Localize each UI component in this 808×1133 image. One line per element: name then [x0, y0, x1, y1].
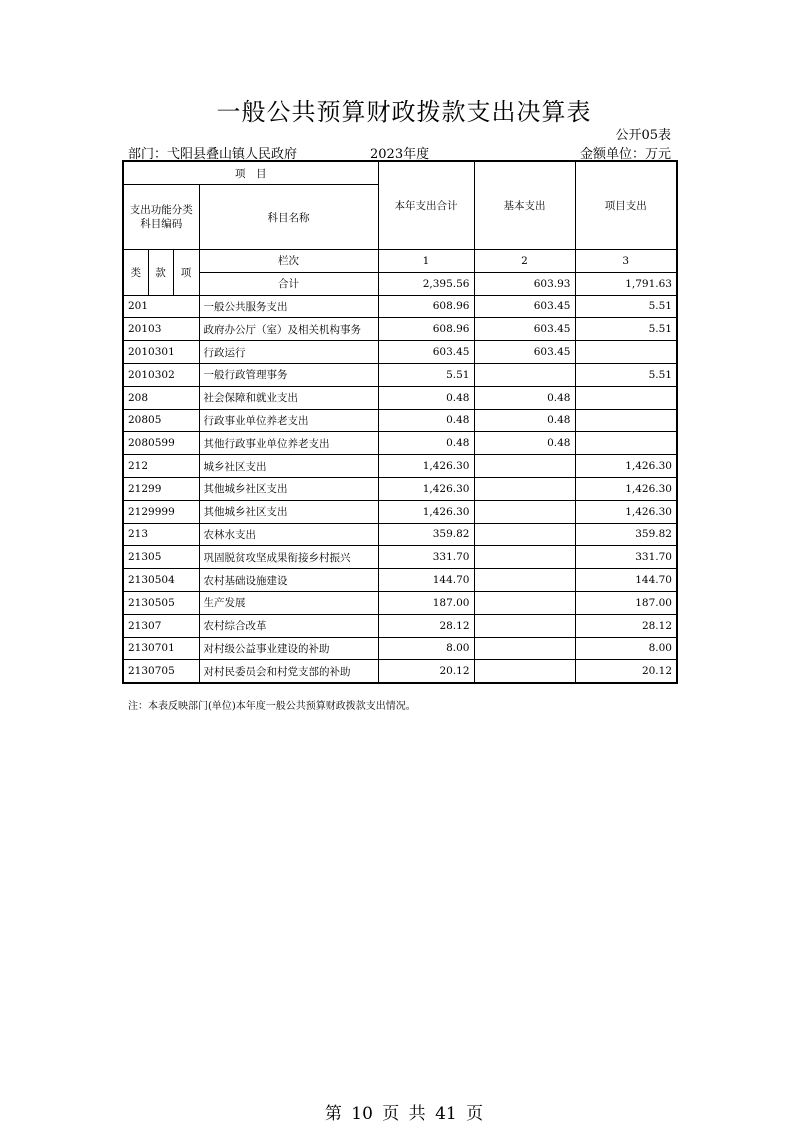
total-sum: 2,395.56	[378, 272, 474, 295]
kuan-header: 款	[148, 250, 173, 296]
row-project: 331.70	[575, 546, 677, 569]
row-basic	[474, 546, 575, 569]
row-code: 208	[123, 386, 199, 409]
row-code: 2080599	[123, 432, 199, 455]
row-total: 0.48	[378, 409, 474, 432]
row-total: 359.82	[378, 523, 474, 546]
row-total: 0.48	[378, 432, 474, 455]
row-total: 8.00	[378, 637, 474, 660]
row-basic: 0.48	[474, 409, 575, 432]
total-label: 合计	[199, 272, 378, 295]
row-basic: 603.45	[474, 295, 575, 318]
row-total: 608.96	[378, 295, 474, 318]
row-name: 其他行政事业单位养老支出	[199, 432, 378, 455]
row-code: 2130504	[123, 569, 199, 592]
table-row	[123, 546, 677, 569]
row-basic	[474, 569, 575, 592]
row-name: 城乡社区支出	[199, 455, 378, 478]
row-code: 21305	[123, 546, 199, 569]
row-total: 1,426.30	[378, 455, 474, 478]
header-row-project	[123, 161, 677, 185]
row-basic: 603.45	[474, 341, 575, 364]
table-note: 注：本表反映部门(单位)本年度一般公共预算财政拨款支出情况。	[128, 701, 416, 712]
row-total: 187.00	[378, 591, 474, 614]
table-row	[123, 455, 677, 478]
table-row	[123, 363, 677, 386]
row-total: 0.48	[378, 386, 474, 409]
row-name: 其他城乡社区支出	[199, 477, 378, 500]
row-project: 359.82	[575, 523, 677, 546]
project-sum: 1,791.63	[575, 272, 677, 295]
table-row	[123, 318, 677, 341]
table-body	[123, 161, 677, 683]
expenditure-table	[122, 160, 678, 684]
row-name: 其他城乡社区支出	[199, 500, 378, 523]
row-total: 608.96	[378, 318, 474, 341]
project-header: 项 目	[123, 161, 378, 185]
row-total: 603.45	[378, 341, 474, 364]
row-code: 20805	[123, 409, 199, 432]
total-column-header: 本年支出合计	[378, 161, 474, 250]
row-name: 一般公共服务支出	[199, 295, 378, 318]
row-code: 2010302	[123, 363, 199, 386]
row-code: 213	[123, 523, 199, 546]
page-footer: 第 10 页 共 41 页	[324, 1104, 484, 1124]
row-code: 201	[123, 295, 199, 318]
row-basic	[474, 523, 575, 546]
row-code: 2130505	[123, 591, 199, 614]
row-total: 5.51	[378, 363, 474, 386]
table-row	[123, 477, 677, 500]
row-basic: 0.48	[474, 432, 575, 455]
page-title: 一般公共预算财政拨款支出决算表	[216, 98, 592, 126]
row-name: 一般行政管理事务	[199, 363, 378, 386]
row-total: 331.70	[378, 546, 474, 569]
column-number-2: 2	[474, 250, 575, 273]
row-project: 1,426.30	[575, 477, 677, 500]
table-row	[123, 523, 677, 546]
row-project	[575, 386, 677, 409]
row-project	[575, 409, 677, 432]
row-code: 2010301	[123, 341, 199, 364]
row-project: 8.00	[575, 637, 677, 660]
row-project	[575, 432, 677, 455]
basic-sum: 603.93	[474, 272, 575, 295]
row-project: 1,426.30	[575, 500, 677, 523]
column-number-3: 3	[575, 250, 677, 273]
row-name: 对村级公益事业建设的补助	[199, 637, 378, 660]
row-code: 21307	[123, 614, 199, 637]
row-name: 社会保障和就业支出	[199, 386, 378, 409]
table-row	[123, 660, 677, 683]
row-project: 144.70	[575, 569, 677, 592]
row-code: 21299	[123, 477, 199, 500]
row-total: 28.12	[378, 614, 474, 637]
table-row	[123, 614, 677, 637]
row-total: 144.70	[378, 569, 474, 592]
row-basic	[474, 637, 575, 660]
row-basic	[474, 660, 575, 683]
xiang-header: 项	[173, 250, 199, 296]
row-code: 2130705	[123, 660, 199, 683]
row-code: 2129999	[123, 500, 199, 523]
total-row	[123, 272, 677, 295]
form-number: 公开05表	[615, 128, 671, 143]
row-project: 5.51	[575, 318, 677, 341]
row-total: 1,426.30	[378, 500, 474, 523]
table-row	[123, 295, 677, 318]
row-basic	[474, 363, 575, 386]
row-project: 187.00	[575, 591, 677, 614]
row-basic	[474, 455, 575, 478]
row-basic: 603.45	[474, 318, 575, 341]
table-row	[123, 637, 677, 660]
row-name: 行政运行	[199, 341, 378, 364]
row-name: 行政事业单位养老支出	[199, 409, 378, 432]
table-row	[123, 409, 677, 432]
table-row	[123, 569, 677, 592]
department-label: 部门：弋阳县叠山镇人民政府	[128, 147, 298, 162]
code-column-header: 支出功能分类科目编码	[123, 185, 199, 250]
lanci-label: 栏次	[199, 250, 378, 273]
row-project	[575, 341, 677, 364]
row-name: 农村基础设施建设	[199, 569, 378, 592]
row-project: 5.51	[575, 295, 677, 318]
table-row	[123, 386, 677, 409]
row-basic: 0.48	[474, 386, 575, 409]
unit-label: 金额单位：万元	[579, 147, 671, 162]
table-row	[123, 591, 677, 614]
row-code: 2130701	[123, 637, 199, 660]
row-name: 农林水支出	[199, 523, 378, 546]
row-project: 20.12	[575, 660, 677, 683]
header-row-lanci	[123, 250, 677, 273]
row-name: 对村民委员会和村党支部的补助	[199, 660, 378, 683]
row-basic	[474, 591, 575, 614]
year-label: 2023年度	[370, 147, 430, 162]
row-basic	[474, 614, 575, 637]
row-name: 农村综合改革	[199, 614, 378, 637]
lei-header: 类	[123, 250, 148, 296]
table-row	[123, 500, 677, 523]
name-column-header: 科目名称	[199, 185, 378, 250]
table-row	[123, 432, 677, 455]
row-project: 28.12	[575, 614, 677, 637]
row-code: 20103	[123, 318, 199, 341]
column-number-1: 1	[378, 250, 474, 273]
row-project: 5.51	[575, 363, 677, 386]
basic-column-header: 基本支出	[474, 161, 575, 250]
table-row	[123, 341, 677, 364]
row-basic	[474, 500, 575, 523]
row-project: 1,426.30	[575, 455, 677, 478]
row-name: 巩固脱贫攻坚成果衔接乡村振兴	[199, 546, 378, 569]
row-basic	[474, 477, 575, 500]
row-total: 20.12	[378, 660, 474, 683]
project-column-header: 项目支出	[575, 161, 677, 250]
row-code: 212	[123, 455, 199, 478]
row-name: 政府办公厅（室）及相关机构事务	[199, 318, 378, 341]
row-total: 1,426.30	[378, 477, 474, 500]
row-name: 生产发展	[199, 591, 378, 614]
